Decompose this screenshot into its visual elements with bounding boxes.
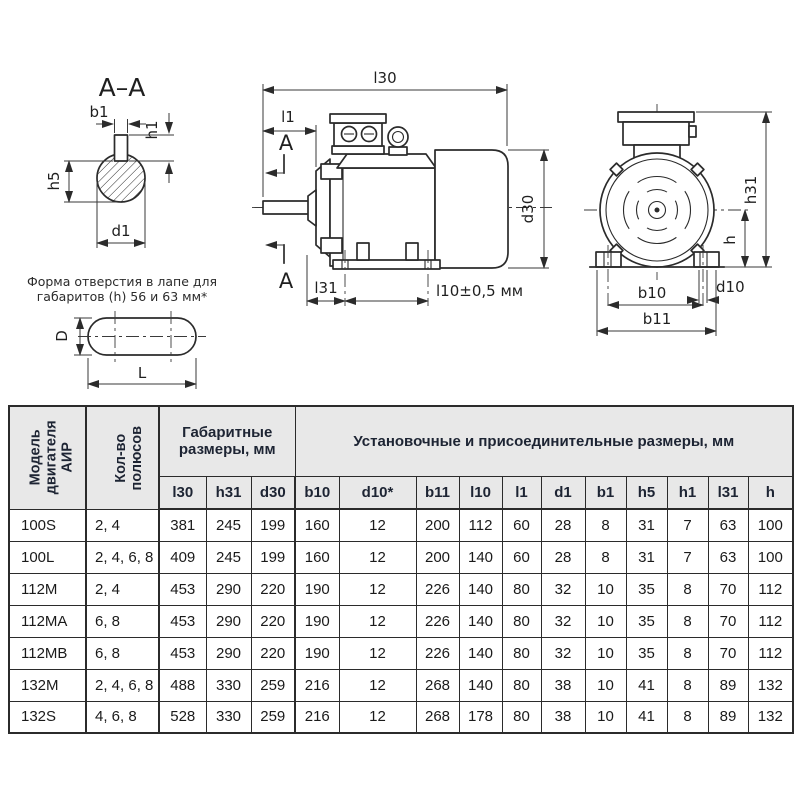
- dim-label-l31: l31: [314, 279, 338, 297]
- table-row: [9, 637, 793, 669]
- cell-b10: 216: [295, 669, 339, 701]
- dim-label-d1: d1: [111, 222, 131, 240]
- col-header-d1: d1: [541, 476, 585, 509]
- col-header-b11: b11: [416, 476, 459, 509]
- col-header-h: h: [748, 476, 793, 509]
- cell-d30: 220: [251, 637, 295, 669]
- group-header-overall: Габаритные размеры, мм: [159, 406, 295, 476]
- cell-h5: 31: [626, 509, 667, 541]
- cell-h1: 7: [667, 509, 708, 541]
- cell-h5: 35: [626, 605, 667, 637]
- cell-b1: 10: [585, 669, 626, 701]
- col-header-l30: l30: [159, 476, 206, 509]
- cell-b11: 200: [416, 509, 459, 541]
- dim-label-d30: d30: [519, 194, 537, 224]
- cell-l10: 140: [459, 669, 502, 701]
- cell-l1: 80: [502, 605, 541, 637]
- cell-b10: 216: [295, 701, 339, 733]
- cell-h31: 245: [206, 541, 251, 573]
- cell-l31: 63: [708, 541, 748, 573]
- motor-frame: [330, 168, 435, 266]
- table-row: [9, 701, 793, 733]
- section-title: A–A: [98, 73, 146, 102]
- cell-l30: 453: [159, 605, 206, 637]
- dim-label-l30: l30: [373, 69, 397, 87]
- cell-d1: 32: [541, 573, 585, 605]
- cell-l1: 60: [502, 541, 541, 573]
- col-header-l10: l10: [459, 476, 502, 509]
- cell-h31: 290: [206, 605, 251, 637]
- cell-h: 100: [748, 509, 793, 541]
- cell-d1: 28: [541, 509, 585, 541]
- cell-l1: 80: [502, 701, 541, 733]
- foot-plate: [333, 260, 440, 269]
- cell-d1: 28: [541, 541, 585, 573]
- cell-poles: 4, 6, 8: [86, 701, 159, 733]
- cell-l30: 409: [159, 541, 206, 573]
- dim-label-l10: l10±0,5 мм: [436, 282, 524, 300]
- motor-side-view: [252, 69, 552, 306]
- cell-d30: 199: [251, 509, 295, 541]
- col-header-h31: h31: [206, 476, 251, 509]
- cell-b1: 8: [585, 541, 626, 573]
- col-header-b1: b1: [585, 476, 626, 509]
- cell-h5: 31: [626, 541, 667, 573]
- cell-l10: 140: [459, 573, 502, 605]
- col-header-l1: l1: [502, 476, 541, 509]
- rear-housing: [435, 150, 508, 268]
- cell-l10: 140: [459, 541, 502, 573]
- note-line1: Форма отверстия в лапе для: [26, 274, 218, 289]
- dim-label-b1: b1: [89, 103, 109, 121]
- section-mark-top: A: [278, 131, 294, 155]
- cell-d10: 12: [339, 669, 416, 701]
- cell-poles: 6, 8: [86, 605, 159, 637]
- cell-b11: 226: [416, 637, 459, 669]
- cell-l31: 89: [708, 669, 748, 701]
- dim-label-L: L: [137, 364, 147, 382]
- cell-model: 112M: [9, 573, 86, 605]
- cell-d10: 12: [339, 637, 416, 669]
- cell-l31: 70: [708, 573, 748, 605]
- cell-h: 132: [748, 669, 793, 701]
- cell-model: 132M: [9, 669, 86, 701]
- cell-b11: 226: [416, 605, 459, 637]
- cell-l1: 80: [502, 637, 541, 669]
- cell-h1: 8: [667, 669, 708, 701]
- col-header-d30: d30: [251, 476, 295, 509]
- cell-l31: 70: [708, 637, 748, 669]
- col-header-h5: h5: [626, 476, 667, 509]
- cell-l31: 89: [708, 701, 748, 733]
- table-row: [9, 509, 793, 541]
- col-header-model: Модель двигателя АИР: [9, 406, 86, 509]
- cell-h31: 330: [206, 669, 251, 701]
- cell-h: 112: [748, 605, 793, 637]
- cell-model: 100S: [9, 509, 86, 541]
- cell-l31: 63: [708, 509, 748, 541]
- dim-label-h31: h31: [742, 175, 760, 205]
- cell-b1: 10: [585, 701, 626, 733]
- table-row: [9, 541, 793, 573]
- dim-label-h5: h5: [45, 171, 63, 191]
- cell-b1: 8: [585, 509, 626, 541]
- table-row: [9, 573, 793, 605]
- cell-d10: 12: [339, 605, 416, 637]
- dim-label-l1: l1: [281, 108, 295, 126]
- cell-d30: 220: [251, 605, 295, 637]
- cell-h1: 8: [667, 637, 708, 669]
- cell-h: 100: [748, 541, 793, 573]
- cell-b10: 160: [295, 509, 339, 541]
- table-row: [9, 605, 793, 637]
- cell-l31: 70: [708, 605, 748, 637]
- cell-b1: 10: [585, 605, 626, 637]
- cell-h31: 290: [206, 573, 251, 605]
- cell-b11: 268: [416, 669, 459, 701]
- cell-b10: 190: [295, 605, 339, 637]
- cell-d10: 12: [339, 573, 416, 605]
- cell-h1: 8: [667, 605, 708, 637]
- cell-h: 112: [748, 637, 793, 669]
- cell-l10: 178: [459, 701, 502, 733]
- cell-b1: 10: [585, 637, 626, 669]
- section-mark-bottom: A: [278, 269, 294, 293]
- dim-label-h: h: [721, 235, 739, 245]
- cell-poles: 2, 4: [86, 509, 159, 541]
- terminal-box: [623, 122, 689, 145]
- cell-d1: 32: [541, 637, 585, 669]
- cell-l1: 60: [502, 509, 541, 541]
- terminal-box-flange: [332, 146, 384, 154]
- cell-b10: 190: [295, 637, 339, 669]
- note-line2: габаритов (h) 56 и 63 мм*: [36, 289, 208, 304]
- col-header-d10: d10*: [339, 476, 416, 509]
- cell-h31: 290: [206, 637, 251, 669]
- cell-b1: 10: [585, 573, 626, 605]
- cell-b11: 200: [416, 541, 459, 573]
- cell-l10: 140: [459, 605, 502, 637]
- dim-label-b11: b11: [642, 310, 672, 328]
- cell-h5: 41: [626, 669, 667, 701]
- cell-b10: 190: [295, 573, 339, 605]
- table-row: [9, 669, 793, 701]
- terminal-box-cap: [618, 112, 694, 122]
- col-header-l31: l31: [708, 476, 748, 509]
- cell-l30: 453: [159, 573, 206, 605]
- cell-l30: 488: [159, 669, 206, 701]
- cell-l10: 112: [459, 509, 502, 541]
- dim-label-D: D: [53, 330, 71, 342]
- dim-label-d10: d10: [716, 278, 745, 296]
- cell-h: 112: [748, 573, 793, 605]
- cell-l30: 528: [159, 701, 206, 733]
- terminal-box-cap: [330, 114, 386, 123]
- col-header-h1: h1: [667, 476, 708, 509]
- cell-l10: 140: [459, 637, 502, 669]
- cell-h1: 8: [667, 701, 708, 733]
- cell-l1: 80: [502, 669, 541, 701]
- section-aa-view: [45, 73, 174, 248]
- cell-d30: 259: [251, 701, 295, 733]
- cell-d30: 220: [251, 573, 295, 605]
- cell-d1: 32: [541, 605, 585, 637]
- dimension-table: [8, 405, 794, 734]
- dim-label-b10: b10: [637, 284, 667, 302]
- left-foot: [596, 252, 621, 267]
- cell-poles: 2, 4, 6, 8: [86, 541, 159, 573]
- cell-model: 112MA: [9, 605, 86, 637]
- key-slot: [115, 135, 128, 161]
- cell-h5: 35: [626, 573, 667, 605]
- cell-model: 100L: [9, 541, 86, 573]
- group-header-mounting: Установочные и присоединительные размеры, мм: [295, 406, 793, 476]
- cell-b11: 268: [416, 701, 459, 733]
- cell-model: 112MB: [9, 637, 86, 669]
- cell-d10: 12: [339, 509, 416, 541]
- cell-l1: 80: [502, 573, 541, 605]
- cell-poles: 6, 8: [86, 637, 159, 669]
- cell-model: 132S: [9, 701, 86, 733]
- cell-h5: 41: [626, 701, 667, 733]
- cell-b11: 226: [416, 573, 459, 605]
- cell-d1: 38: [541, 701, 585, 733]
- cell-d10: 12: [339, 541, 416, 573]
- cell-d30: 259: [251, 669, 295, 701]
- col-header-poles: Кол-во полюсов: [86, 406, 159, 509]
- cell-d10: 12: [339, 701, 416, 733]
- cell-h1: 8: [667, 573, 708, 605]
- cell-h5: 35: [626, 637, 667, 669]
- eyebolt-icon: [388, 127, 408, 147]
- slot-note-view: [27, 274, 217, 389]
- cell-h31: 330: [206, 701, 251, 733]
- cell-poles: 2, 4: [86, 573, 159, 605]
- cell-d1: 38: [541, 669, 585, 701]
- cell-l30: 381: [159, 509, 206, 541]
- cell-d30: 199: [251, 541, 295, 573]
- dim-label-h1: h1: [143, 120, 161, 140]
- cell-h: 132: [748, 701, 793, 733]
- cell-b10: 160: [295, 541, 339, 573]
- cell-poles: 2, 4, 6, 8: [86, 669, 159, 701]
- cell-h1: 7: [667, 541, 708, 573]
- cell-l30: 453: [159, 637, 206, 669]
- col-header-b10: b10: [295, 476, 339, 509]
- motor-front-view: [584, 104, 772, 336]
- cell-h31: 245: [206, 509, 251, 541]
